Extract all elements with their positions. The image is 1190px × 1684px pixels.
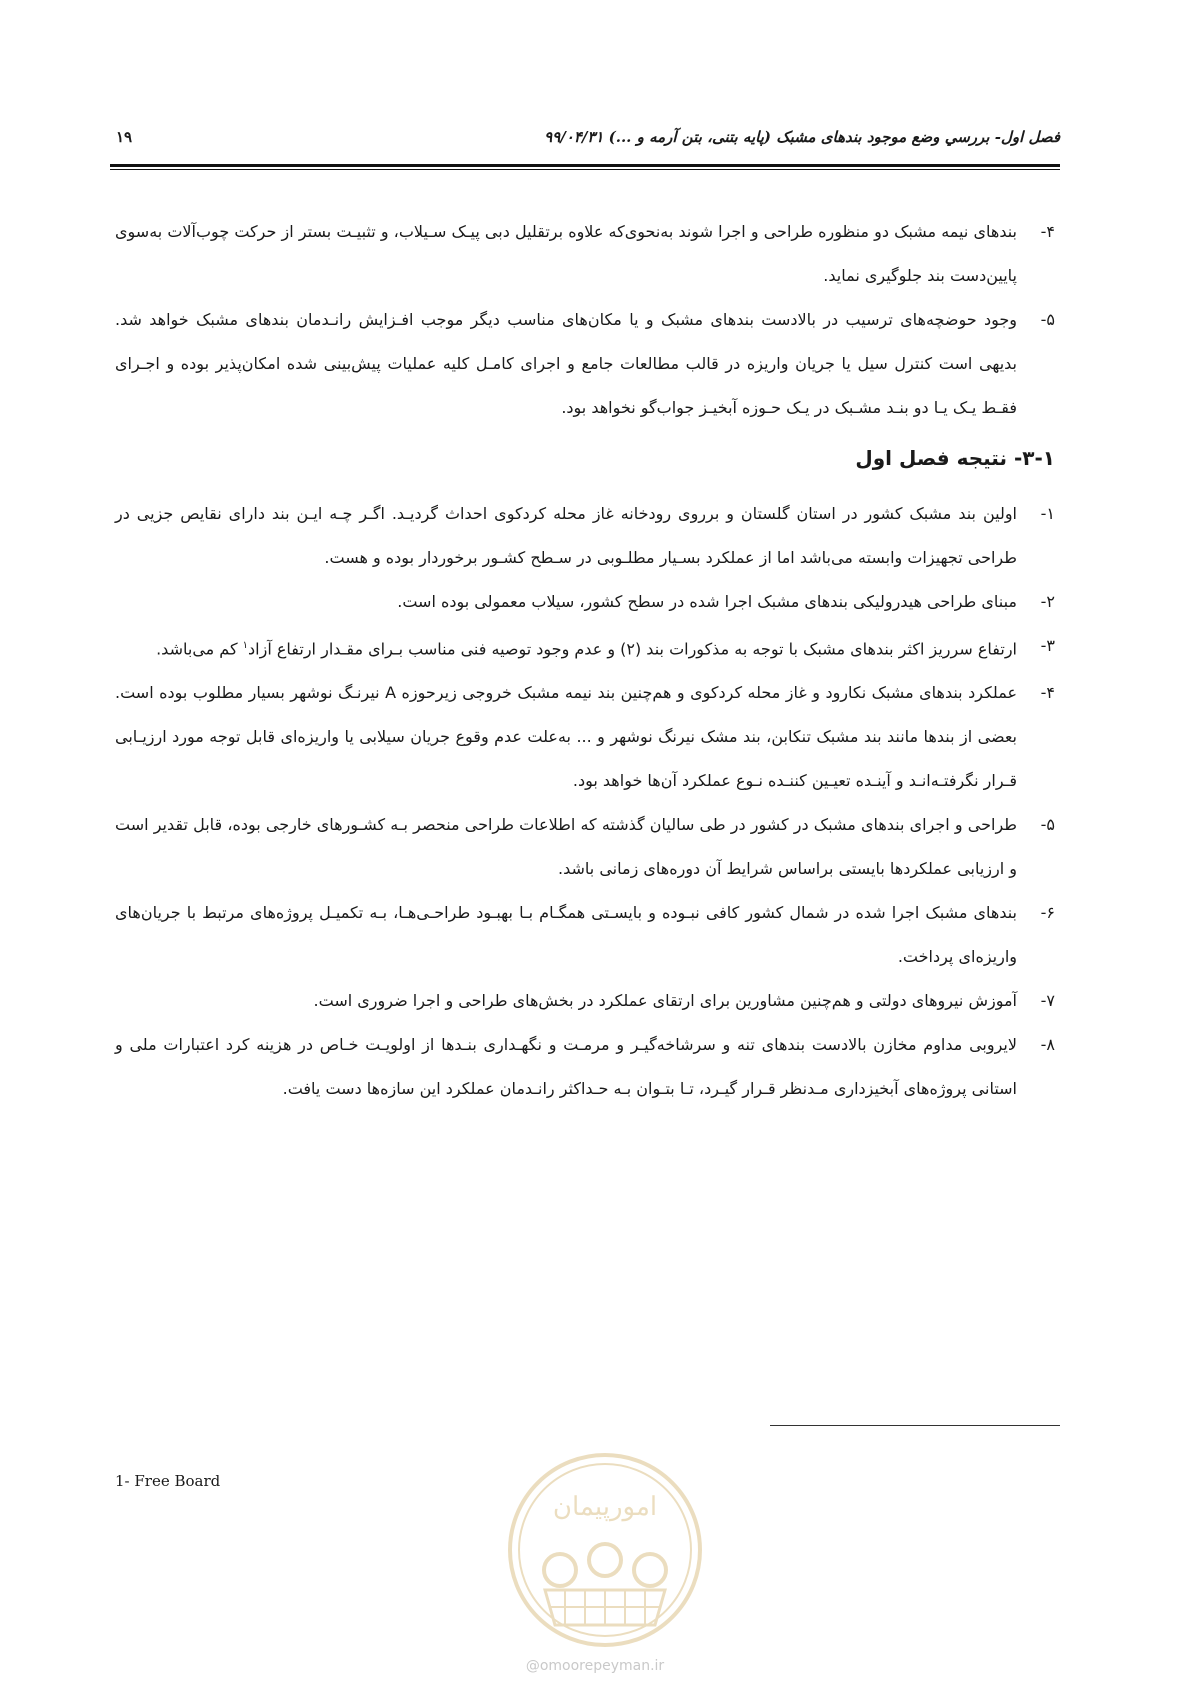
section-title: ١-٣- نتیجه فصل اول [855, 446, 1055, 470]
list-item [115, 624, 1055, 671]
list-item [115, 803, 1055, 891]
item-number: ۵- [1040, 815, 1055, 835]
header-rule [110, 164, 1060, 167]
item-text: مبنای طراحی هیدرولیکی بندهای مشبک اجرا شده در سطح کشور، سیلاب معمولی بوده است. [397, 592, 1017, 611]
item-text: ارتفاع سرریز اکثر بندهای مشبک با توجه به مذکورات بند (٢) و عدم وجود توصیه فنی مناسب بـرای مقـدار ارتفاع آزاد [248, 639, 1017, 659]
seal-text: امورپیمان [552, 1492, 658, 1522]
body-content [115, 210, 1055, 1111]
running-title: فصل اول- بررسي وضع موجود بندهای مشبک (پایه بتنی، بتن آرمه و ...) ۹۹/۰۴/۳۱ [544, 128, 1060, 146]
item-number: ۵- [1040, 310, 1055, 329]
item-number: ۴- [1040, 683, 1055, 703]
item-number: ٢- [1040, 592, 1055, 611]
item-text: طراحی و اجرای بندهای مشبک در کشور در طی سالیان گذشته که اطلاعات طراحی منحصر بـه کشـورهای خارجی بوده، قابل تقدیر است و ارزیابی عملکردها بایستی براساس شرایط آن دوره‌های زمانی باشد. [115, 815, 1017, 879]
item-number: ۶- [1040, 903, 1055, 923]
item-text: وجود حوضچه‌های ترسیب در بالادست بندهای مشبک و یا مکان‌های مناسب دیگر موجب افـزایش رانـدمان بندهای مشبک خواهد شد. بدیهی است کنترل سیل یا جریان واریزه در قالب مطالعات جامع و اجرای کامـل کلیه عملیات پیش‌بینی شده امکان‌پذیر بوده و اجـرای فقـط یـک یـا دو بنـد مشـبک در یـک حـوزه آبخیـز جواب‌گو نخواهد بود. [115, 310, 1017, 417]
item-number: ٧- [1040, 991, 1055, 1011]
list-item [115, 1023, 1055, 1111]
list-item [115, 210, 1055, 298]
list-item [115, 671, 1055, 803]
item-number: ١- [1040, 504, 1055, 523]
list-item [115, 891, 1055, 979]
list-item [115, 979, 1055, 1023]
item-number: ٣- [1040, 636, 1055, 655]
item-text: لایروبی مداوم مخازن بالادست بندهای تنه و سرشاخه‌گیـر و مرمـت و نگهـداری بنـدها از اولویـت خـاص در هزینه کرد اعتبارات ملی و استانی پروژه‌های آبخیزداری مـدنظر قـرار گیـرد، تـا بتـوان بـه حـداکثر رانـدمان عملکرد این سازه‌ها دست یافت. [115, 1035, 1017, 1099]
item-text-tail: کم می‌باشد. [156, 639, 243, 659]
header-rule-thin [110, 169, 1060, 170]
page-number: ١٩ [116, 128, 133, 146]
item-text: بندهای مشبک اجرا شده در شمال کشور کافی نبـوده و بایسـتی همگـام بـا بهبـود طراحـی‌هـا، بـه تکمیـل پروژه‌های مرتبط با جریان‌های واریزه‌ای پرداخت. [115, 903, 1017, 967]
page-header [110, 128, 1060, 158]
item-number: ٨- [1040, 1035, 1055, 1055]
item-text: اولین بند مشبک کشور در استان گلستان و برروی رودخانه غاز محله کردکوی احداث گردیـد. اگـر چـه ایـن بند دارای نقایص جزیی در طراحی تجهیزات وابسته می‌باشد اما از عملکرد بسـیار مطلـوبی در سـطح کشـور برخوردار بوده و هست. [115, 504, 1017, 567]
list-item [115, 298, 1055, 430]
footnote-rule [770, 1425, 1060, 1426]
list-item [115, 580, 1055, 624]
footnote: 1- Free Board [115, 1472, 221, 1490]
footnote-ref: ١ [242, 640, 249, 651]
list-item [115, 492, 1055, 580]
item-number: ۴- [1040, 222, 1055, 241]
item-text: آموزش نیروهای دولتی و هم‌چنین مشاورین برای ارتقای عملکرد در بخش‌های طراحی و اجرا ضروری است. [313, 991, 1017, 1011]
watermark-url: @omoorepeyman.ir [525, 1658, 665, 1674]
watermark-seal-icon [505, 1450, 705, 1650]
item-text: بندهای نیمه مشبک دو منظوره طراحی و اجرا شوند به‌نحوی‌که علاوه برتقلیل دبی پیـک سـیلاب، و تثبیـت بستر از حرکت چوب‌آلات به‌سوی پایین‌دست بند جلوگیری نماید. [115, 222, 1017, 285]
item-text: عملکرد بندهای مشبک نکارود و غاز محله کردکوی و هم‌چنین بند نیمه مشبک خروجی زیرحوزه A نیرنـگ نوشهر بسیار مطلوب بوده است. بعضی از بندها مانند بند مشبک تنکابن، بند مشک نیرنگ نوشهر و ... به‌علت عدم وقوع جریان سیلابی یا واریزه‌ای قابل توجه مورد ارزیـابی قـرار نگرفتـه‌انـد و آینـده تعیـین کننـده نـوع عملکرد آن‌ها خواهد بود. [115, 683, 1017, 791]
